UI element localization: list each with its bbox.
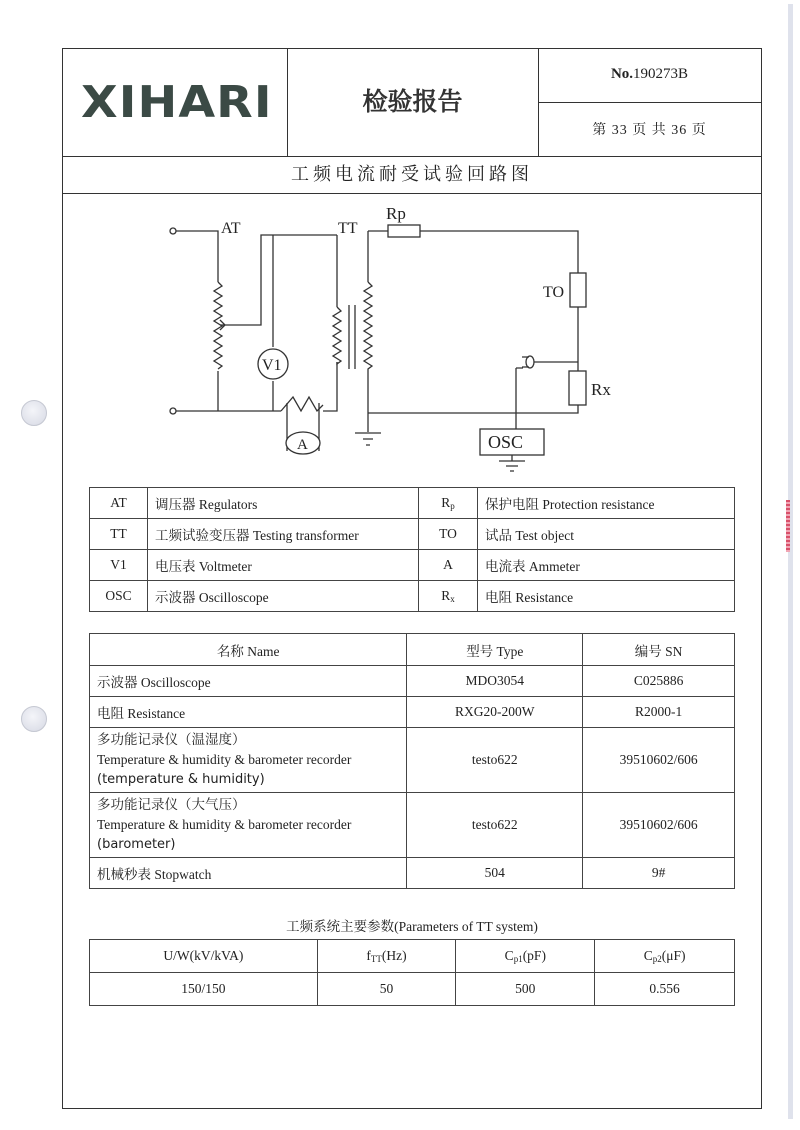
equipment-type: testo622 [407,793,583,858]
legend-symbol-2-main: R [441,495,451,510]
equipment-row [90,728,735,793]
tt-parameters-table [89,939,735,1006]
equipment-sn: R2000-1 [583,697,735,728]
osc-label: OSC [488,432,524,452]
edge-stamp-mark [786,500,790,552]
param-header-sub: TT [370,954,382,964]
equipment-sn: 9# [583,858,735,889]
legend-symbol-2-main: TO [439,526,457,541]
param-value-freq: 50 [317,973,456,1006]
legend-symbol-2-main: A [443,557,453,572]
wire-return [368,405,578,413]
rx-label: Rx [591,380,611,399]
to-test-object [570,273,586,307]
params-title: 工频系统主要参数(Parameters of TT system) [286,919,538,934]
section-title: 工频电流耐受试验回路图 [63,156,761,194]
equipment-name: 机械秒表 Stopwatch [90,858,407,889]
report-number-prefix: No. [610,66,634,82]
param-header-cp1 [456,940,595,973]
rx-resistor [569,371,586,405]
report-number-cell [538,49,761,103]
column-header-type: 型号 Type [407,634,583,666]
at-wiper [220,235,337,330]
voltmeter-label: V1 [262,357,282,374]
logo-cell [63,49,288,156]
equipment-row [90,858,735,889]
equipment-name-en: Temperature & humidity & barometer recorder [97,817,352,832]
column-header-name: 名称 Name [90,634,407,666]
legend-symbol: AT [90,488,148,519]
symbol-legend-table [89,487,735,612]
equipment-type: 504 [407,858,583,889]
ground-symbol-osc [499,455,525,471]
equipment-name [90,728,407,793]
legend-symbol: V1 [90,550,148,581]
param-header-unit: (Hz) [381,948,407,963]
param-header-unit: (μF) [661,948,686,963]
equipment-name-en: Temperature & humidity & barometer recorder [97,752,352,767]
input-terminal-top [170,228,176,234]
legend-symbol-2-main: R [441,588,451,603]
ground-symbol-tt [355,433,381,445]
legend-description: 示波器 Oscilloscope [148,581,419,612]
ammeter-label: A [297,437,308,453]
legend-symbol-2 [419,488,478,519]
wire-bottom-right [323,362,337,411]
equipment-sn: 39510602/606 [583,793,735,858]
param-header-main: U/W(kV/kVA) [163,948,244,963]
legend-symbol-2-sub: p [450,501,455,511]
page-info: 第 33 页 共 36 页 [592,123,707,138]
legend-description: 工频试验变压器 Testing transformer [148,519,419,550]
equipment-row [90,793,735,858]
legend-description-2: 试品 Test object [478,519,735,550]
tt-core [349,305,355,369]
equipment-sn: 39510602/606 [583,728,735,793]
equipment-type: MDO3054 [407,666,583,697]
equipment-name: 电阻 Resistance [90,697,407,728]
legend-description: 调压器 Regulators [148,488,419,519]
param-header-cp2 [595,940,735,973]
legend-row [90,488,735,519]
equipment-row [90,697,735,728]
param-header-sub: p1 [513,954,523,964]
tt-label: TT [338,220,358,237]
param-header-uw [90,940,318,973]
legend-symbol: OSC [90,581,148,612]
equipment-name [90,793,407,858]
legend-description-2: 保护电阻 Protection resistance [478,488,735,519]
param-header-sub: p2 [652,954,662,964]
legend-row [90,550,735,581]
rp-label: Rp [386,204,406,223]
equipment-type: RXG20-200W [407,697,583,728]
osc-probe [516,357,529,429]
title-cell [287,49,539,156]
param-header-main: f [366,948,371,963]
equipment-row [90,666,735,697]
param-header-main: C [504,948,514,963]
legend-symbol-2 [419,550,478,581]
equipment-table [89,633,735,889]
circuit-diagram [163,197,623,477]
page-edge [788,4,793,1119]
report-title: 检验报告 [362,87,463,116]
tt-primary-coil [333,307,341,364]
params-value-row [90,973,735,1006]
report-header [63,49,761,157]
input-terminal-bottom [170,408,176,414]
param-header-unit: (pF) [522,948,546,963]
rp-resistor [388,225,420,237]
params-header-row [90,940,735,973]
equipment-name-note: (barometer) [97,837,176,852]
at-label: AT [221,220,241,237]
equipment-name: 示波器 Oscilloscope [90,666,407,697]
legend-description-2: 电流表 Ammeter [478,550,735,581]
page-info-cell [538,102,761,156]
legend-row [90,519,735,550]
legend-description: 电压表 Voltmeter [148,550,419,581]
to-label: TO [543,284,565,301]
punch-hole-top [21,400,47,426]
equipment-header-row [90,634,735,666]
wire-input-top [176,231,218,282]
param-header-main: C [643,948,653,963]
equipment-name-cn: 多功能记录仪（温湿度） [97,732,246,747]
report-frame [62,48,762,1109]
legend-symbol-2-sub: x [450,594,455,604]
param-value-cp1: 500 [456,973,595,1006]
report-number-value: 190273B [633,66,689,82]
param-value-cp2: 0.556 [595,973,735,1006]
equipment-name-cn: 多功能记录仪（大气压） [97,797,246,812]
column-header-sn: 编号 SN [583,634,735,666]
report-number [538,66,761,83]
equipment-name-note: (temperature & humidity) [97,772,265,787]
punch-hole-bottom [21,706,47,732]
equipment-type: testo622 [407,728,583,793]
probe-tip [526,356,534,368]
tt-secondary-coil [364,282,372,432]
legend-symbol: TT [90,519,148,550]
param-value-uw: 150/150 [90,973,318,1006]
legend-symbol-2 [419,519,478,550]
equipment-sn: C025886 [583,666,735,697]
legend-row [90,581,735,612]
param-header-freq [317,940,456,973]
legend-description-2: 电阻 Resistance [478,581,735,612]
company-logo: XIHARI [81,77,273,128]
legend-symbol-2 [419,581,478,612]
